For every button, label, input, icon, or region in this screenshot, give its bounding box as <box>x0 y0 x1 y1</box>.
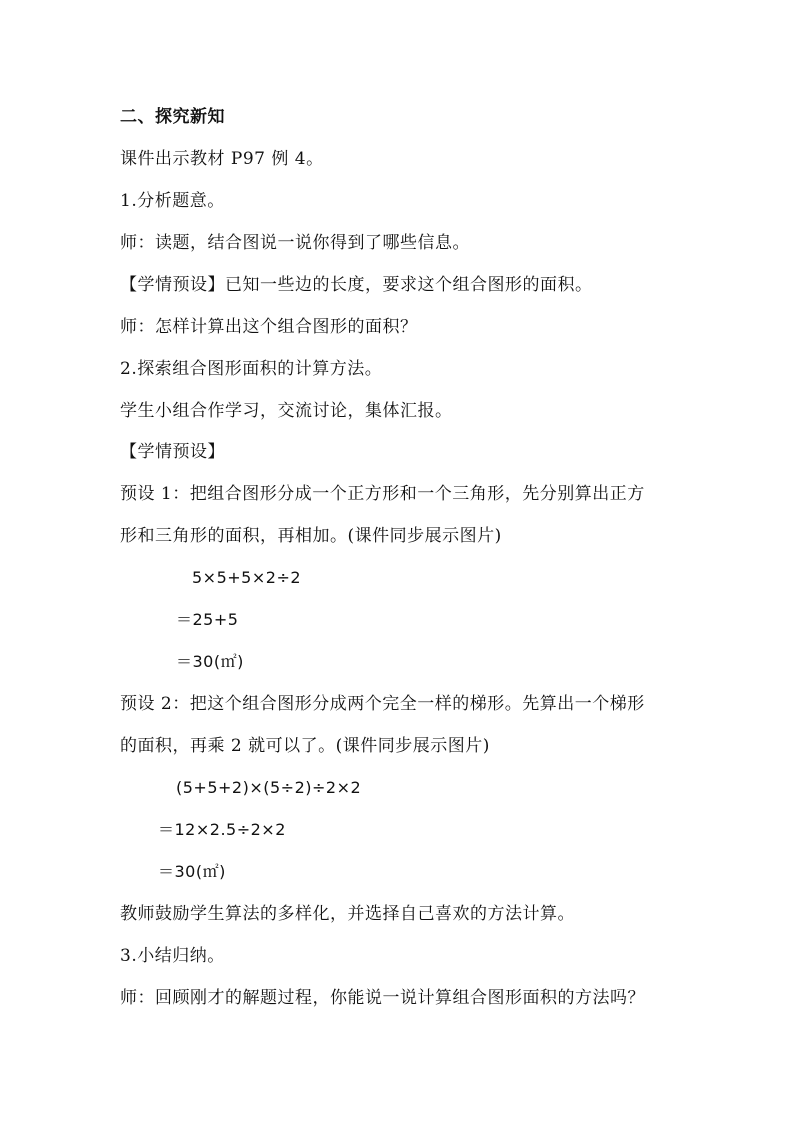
calc2-line-2: ＝12×2.5÷2×2 <box>158 820 286 839</box>
teacher-question-3: 师：回顾刚才的解题过程，你能说一说计算组合图形面积的方法吗？ <box>120 988 645 1008</box>
preset2-line-1: 预设 2：把这个组合图形分成两个完全一样的梯形。先算出一个梯形 <box>120 694 645 714</box>
calc1-line-3: ＝30(㎡) <box>176 652 244 671</box>
intro-line: 课件出示教材 P97 例 4。 <box>120 149 324 169</box>
teacher-question-2: 师：怎样计算出这个组合图形的面积？ <box>120 317 418 337</box>
preset-answer-1: 【学情预设】已知一些边的长度，要求这个组合图形的面积。 <box>120 275 593 295</box>
preset-label: 【学情预设】 <box>120 442 225 462</box>
calc1-line-1: 5×5+5×2÷2 <box>192 568 302 587</box>
step2-title: 2.探索组合图形面积的计算方法。 <box>120 359 383 379</box>
group-work-line: 学生小组合作学习，交流讨论，集体汇报。 <box>120 401 453 421</box>
calc2-line-1: (5+5+2)×(5÷2)÷2×2 <box>176 778 362 797</box>
calc1-line-2: ＝25+5 <box>176 610 239 629</box>
teacher-question-1: 师：读题，结合图说一说你得到了哪些信息。 <box>120 233 470 253</box>
calc2-line-3: ＝30(㎡) <box>158 862 226 881</box>
preset2-line-2: 的面积，再乘 2 就可以了。(课件同步展示图片) <box>120 736 490 756</box>
step1-title: 1.分析题意。 <box>120 191 225 211</box>
section-heading: 二、探究新知 <box>120 107 225 127</box>
preset1-line-1: 预设 1：把组合图形分成一个正方形和一个三角形，先分别算出正方 <box>120 484 645 504</box>
preset1-line-2: 形和三角形的面积，再相加。(课件同步展示图片) <box>120 526 502 546</box>
teacher-encourage: 教师鼓励学生算法的多样化，并选择自己喜欢的方法计算。 <box>120 904 575 924</box>
step3-title: 3.小结归纳。 <box>120 946 225 966</box>
